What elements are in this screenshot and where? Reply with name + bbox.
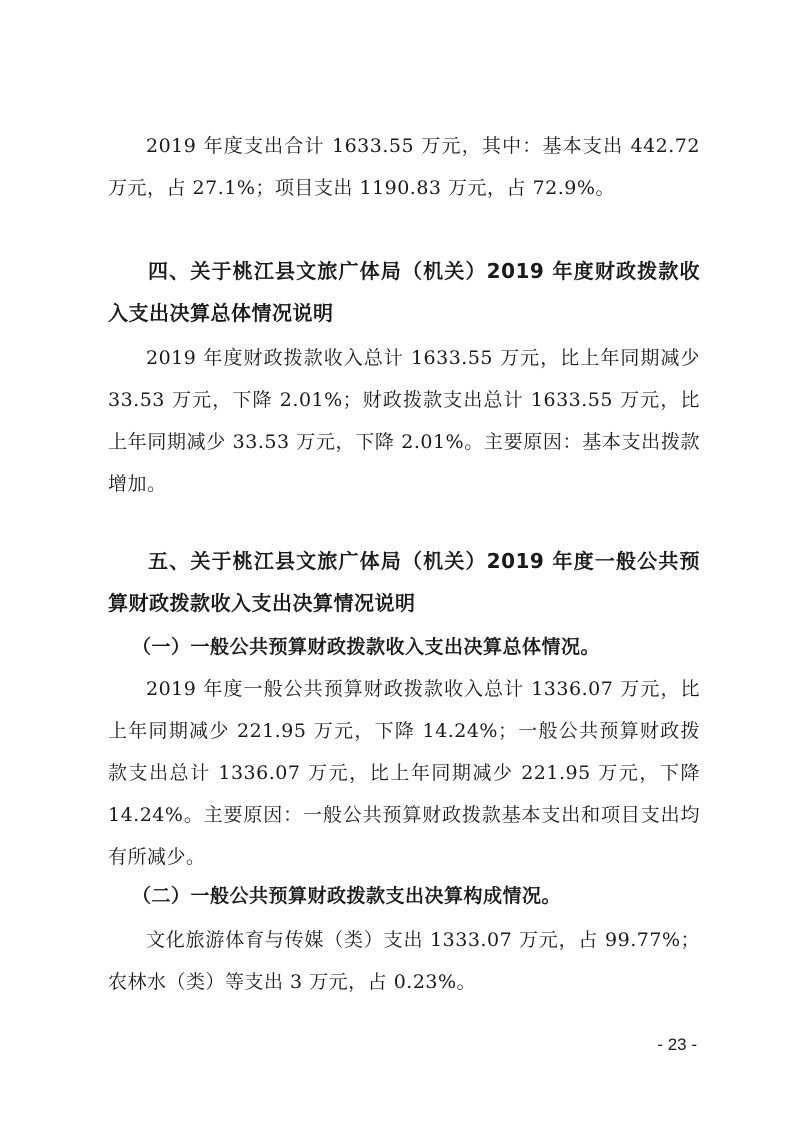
paragraph-expenditure-composition: 文化旅游体育与传媒（类）支出 1333.07 万元，占 99.77%；农林水（类）等支出 3 万元，占 0.23%。 [108, 929, 700, 993]
page-number: - 23 - [657, 1035, 697, 1054]
subheading-two: （二）一般公共预算财政拨款支出决算构成情况。 [132, 885, 562, 907]
paragraph-general-budget: 2019 年度一般公共预算财政拨款收入总计 1336.07 万元，比上年同期减少 221.95 万元，下降 14.24%；一般公共预算财政拨款支出总计 1336.07 万元，比上年同期减少 221.95 万元，下降 14.24%。主要原因：一般公共预算财政拨款基本支出和项目支出均有所减少。 [108, 678, 700, 868]
paragraph-expenditure-total: 2019 年度支出合计 1633.55 万元，其中：基本支出 442.72 万元，占 27.1%；项目支出 1190.83 万元，占 72.9%。 [108, 135, 700, 199]
section-heading-five: 五、关于桃江县文旅广体局（机关）2019 年度一般公共预算财政拨款收入支出决算情况说明 [108, 549, 700, 615]
subheading-one: （一）一般公共预算财政拨款收入支出决算总体情况。 [132, 636, 601, 658]
paragraph-fiscal-appropriation: 2019 年度财政拨款收入总计 1633.55 万元，比上年同期减少 33.53 万元，下降 2.01%；财政拨款支出总计 1633.55 万元，比上年同期减少 33.53 万元，下降 2.01%。主要原因：基本支出拨款增加。 [108, 347, 700, 495]
section-heading-four: 四、关于桃江县文旅广体局（机关）2019 年度财政拨款收入支出决算总体情况说明 [108, 259, 700, 325]
